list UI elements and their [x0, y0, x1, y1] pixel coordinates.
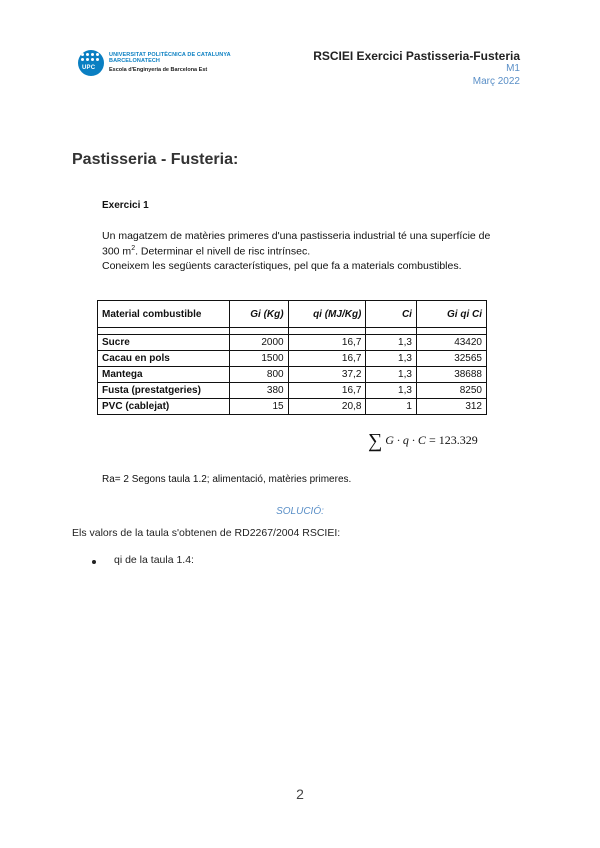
header-material: Material combustible — [98, 301, 230, 328]
table-header-row — [98, 301, 487, 328]
header-gi: Gi (Kg) — [230, 301, 288, 328]
exercise-line-3: Coneixem les següents característiques, pel que fa a materials combustibles. — [102, 260, 462, 272]
sigma-symbol: ∑ — [368, 430, 383, 452]
university-name: UNIVERSITAT POLITÈCNICA DE CATALUNYA BARCELONATECH — [109, 52, 231, 65]
page-number: 2 — [296, 786, 304, 802]
header-product: Gi qi Ci — [416, 301, 486, 328]
document-date: Març 2022 — [472, 76, 520, 87]
formula-expression: G · q · C — [385, 433, 426, 447]
materials-table — [97, 300, 487, 415]
formula-result: = 123.329 — [428, 433, 478, 447]
exercise-line-2: 300 $m^2$. Determinar el nivell de risc intrínsec. — [102, 245, 311, 258]
bullet-icon — [92, 560, 96, 564]
table-spacer-row — [98, 328, 487, 335]
solucio-heading: SOLUCIÓ: — [276, 506, 324, 517]
table-row: Fusta (prestatgeries) 380 16,7 1,3 8250 — [98, 383, 487, 399]
sum-formula — [368, 430, 478, 453]
values-line: Els valors de la taula s'obtenen de RD2267/2004 RSCIEI: — [72, 527, 341, 539]
document-title: RSCIEI Exercici Pastisseria-Fusteria — [313, 49, 520, 63]
logo-text: UPC — [82, 65, 96, 71]
school-name: Escola d'Enginyeria de Barcelona Est — [109, 67, 208, 73]
table-row: Sucre 2000 16,7 1,3 43420 — [98, 335, 487, 351]
document-code: M1 — [506, 63, 520, 74]
section-title: Pastisseria - Fusteria: — [72, 151, 239, 168]
exercise-line-1: Un magatzem de matèries primeres d'una pastisseria industrial té una superfície de — [102, 230, 491, 242]
header-qi: qi (MJ/Kg) — [288, 301, 366, 328]
upc-logo — [78, 50, 104, 76]
exercise-title: Exercici 1 — [102, 200, 149, 211]
table-row: Mantega 800 37,2 1,3 38688 — [98, 367, 487, 383]
table-row: PVC (cablejat) 15 20,8 1 312 — [98, 399, 487, 415]
table-row: Cacau en pols 1500 16,7 1,3 32565 — [98, 351, 487, 367]
ra-line: Ra= 2 Segons taula 1.2; alimentació, matèries primeres. — [102, 474, 352, 485]
header-ci: Ci — [366, 301, 417, 328]
bullet-item: qi de la taula 1.4: — [114, 554, 194, 566]
